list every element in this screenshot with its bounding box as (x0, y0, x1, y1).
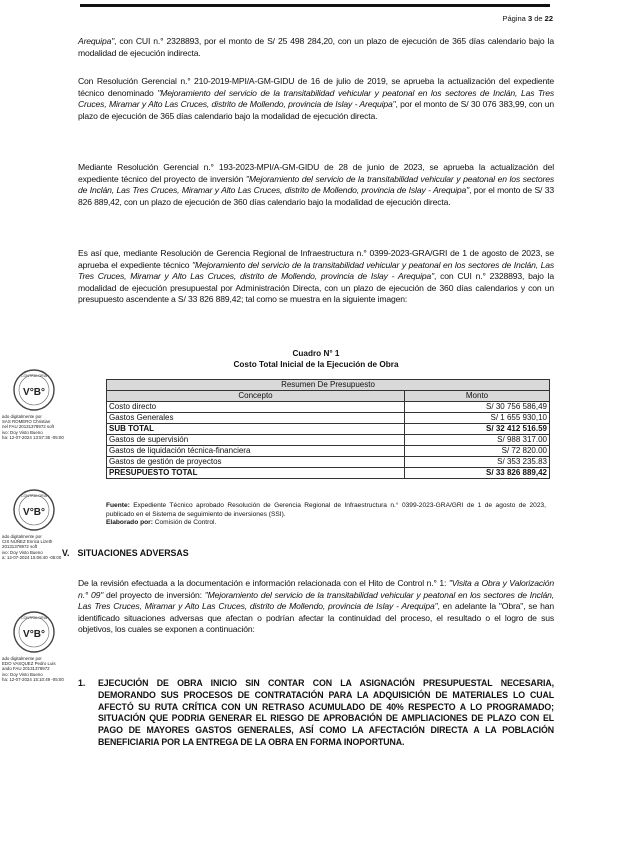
paragraph-4 (78, 578, 554, 636)
table-row (107, 468, 550, 479)
text-segment: , con CUI n.° 2328893, por el monto de S/ 25 498 284,20, con un plazo de ejecución de 365 días calendario bajo la modalidad de ejecución indirecta. (78, 36, 554, 58)
text-segment: , por el monto de S/ 30 076 383,99, con un plazo de ejecución de 365 días calendario bajo la modalidad de ejecución directa. (78, 99, 554, 121)
table-row (107, 457, 550, 468)
budget-table (106, 379, 550, 479)
paragraph-3 (78, 248, 554, 306)
row-amount: S/ 30 756 586,49 (405, 402, 550, 413)
col-amount: Monto (405, 391, 550, 402)
header-rule (80, 4, 550, 7)
text-segment: "Mejoramiento del servicio de la transitabilidad vehicular y peatonal en los sectores de Inclán, Las Tres Cruces, Miramar y Alto Las Cruces, distrito de Mollendo, provincia de Islay - Arequipa" (78, 589, 554, 612)
row-concept: Gastos Generales (107, 413, 405, 424)
seal-mark-text: V°B° (23, 629, 45, 640)
text-segment: del proyecto de inversión: (103, 589, 205, 600)
table-row (107, 402, 550, 413)
stamp-line: ivo: Doy Visto Bueno (2, 549, 43, 555)
text-segment: Con Resolución Gerencial n.° 210-2019-MPI/A-GM-GIDU de 16 de julio de 2019, se aprueba la actualización del expediente técnico denominado (78, 76, 554, 98)
row-amount: S/ 32 412 516.59 (405, 424, 550, 435)
table-summary-header: Resumen De Presupuesto (107, 380, 550, 391)
table-row (107, 435, 550, 446)
row-concept: Gastos de supervisión (107, 435, 405, 446)
seal-mark-text: V°B° (23, 507, 45, 518)
text-segment: "Mejoramiento del servicio de la transitabilidad vehicular y peatonal en los sectores de Inclán, Las Tres Cruces, Miramar y Alto Las Cruces, distrito de Mollendo, provincia de Islay - Arequipa" (78, 87, 554, 110)
stamp-line: a: 12-07-2024 15:06:40 -05:00 (2, 554, 62, 560)
stamp-line: ando FAU 20131378972 (2, 666, 50, 672)
text-segment: De la revisión efectuada a la documentación e información relacionada con el Hito de Control n.° 1: (78, 578, 449, 588)
paragraph-2 (78, 162, 554, 208)
text-segment: Mediante Resolución Gerencial n.° 193-2023-MPI/A-GM-GIDU de 28 de junio de 2023, se aprueba la actualización del expediente técnico del proyecto de inversión (78, 162, 554, 184)
row-amount: S/ 353 235.83 (405, 457, 550, 468)
stamp-line: ado digitalmente por (2, 414, 42, 419)
text-segment: , por el monto de S/ 33 826 889,42, con un plazo de ejecución de 360 días calendario bajo la modalidad de ejecución directa. (78, 185, 555, 207)
row-amount: S/ 33 826 889,42 (405, 468, 550, 479)
row-amount: S/ 988 317.00 (405, 435, 550, 446)
vb-seal-icon (12, 610, 56, 654)
page-number: Página 3 de 22 (502, 14, 553, 23)
row-concept: Costo directo (107, 402, 405, 413)
col-concept: Concepto (107, 391, 405, 402)
row-concept: Gastos de liquidación técnica-financiera (107, 446, 405, 457)
stamp-text (2, 414, 66, 440)
text-segment: Arequipa" (78, 36, 115, 46)
stamp-line: CIS NÚÑEZ Enrica Lizeth (2, 539, 53, 545)
stamp-line: ha: 12-07-2024 15:10:49 -05:00 (2, 676, 64, 682)
stamp-text (2, 534, 66, 560)
table-row (107, 413, 550, 424)
row-amount: S/ 1 655 930,10 (405, 413, 550, 424)
row-concept: Gastos de gestión de proyectos (107, 457, 405, 468)
table-source-note: Fuente: Expediente Técnico aprobado Resolución de Gerencia Regional de Infraestructura n.° 0399-2023-GRA/GRI de 1 de agosto de 2023, publicado en el Sistema de seguimiento de inversiones (SSI). Elaborado por: Comisión de Control. (106, 502, 546, 527)
stamp-line: SAS ROMERO Christian (2, 419, 51, 425)
seal-top-text: CONTRALORÍA (21, 374, 47, 378)
stamp-line: ado digitalmente por (2, 656, 42, 661)
stamp-line: 20131378972 soft (2, 544, 38, 550)
row-concept: PRESUPUESTO TOTAL (107, 468, 405, 479)
stamp-line: ivo: Doy Visto Bueno (2, 429, 43, 435)
table-row (107, 446, 550, 457)
seal-top-text: CONTRALORÍA (21, 494, 47, 498)
row-amount: S/ 72 820.00 (405, 446, 550, 457)
stamp-line: ado digitalmente por (2, 534, 42, 539)
stamp-text (2, 656, 66, 682)
item-number: 1. (78, 678, 86, 688)
seal-mark-text: V°B° (23, 387, 45, 398)
paragraph-1 (78, 76, 554, 122)
text-segment: "Visita a Obra y Valorización n.° 09" (78, 578, 554, 600)
vb-seal-icon (12, 368, 56, 412)
adverse-situation-1 (78, 678, 554, 749)
section-heading: V. SITUACIONES ADVERSAS (62, 548, 189, 558)
text-segment: , en adelante la "Obra", se han identificado situaciones adversas que afectan o podrían afectar la continuidad del proceso, el resultado o el logro de sus objetivos, los cuales se exponen a continuación: (78, 601, 554, 635)
stamp-line: EDO VASQUEZ Pedro Luis (2, 661, 56, 667)
stamp-line: ha: 12-07-2024 13:57:35 -05:00 (2, 434, 64, 440)
seal-top-text: CONTRALORÍA (21, 616, 47, 620)
stamp-line: nel FAU 20131378972 soft (2, 424, 54, 430)
text-segment: "Mejoramiento del servicio de la transitabilidad vehicular y peatonal en los sectores de Inclán, Las Tres Cruces, Miramar y Alto Las Cruces, distrito de Mollendo, provincia de Islay - Arequipa" (78, 173, 555, 196)
item-text: EJECUCIÓN DE OBRA INICIO SIN CONTAR CON LA ASIGNACIÓN PRESUPUESTAL NECESARIA, DEMORANDO SUS PROCESOS DE CONTRATACIÓN PARA LA ADQUISICIÓN DE MATERIALES LO CUAL AFECTÓ SU RUTA CRÍTICA CON UN RETRASO ACUMULADO DE 40% RESPECTO A LO PROGRAMADO; SITUACIÓN QUE PODRIA GENERAR EL RIESGO DE APROBACIÓN DE AMPLIACIONES DE PLAZO CON EL PAGO DE MAYORES GASTOS GENERALES, ASÍ COMO LA AFECTACIÓN DIRECTA A LA POBLACIÓN BENEFICIARIA POR LA ENTREGA DE LA OBRA EN FORMA INOPORTUNA. (98, 678, 554, 747)
table-row (107, 424, 550, 435)
text-segment: "Mejoramiento del servicio de la transitabilidad vehicular y peatonal en los sectores de Inclán, Las Tres Cruces, Miramar y Alto Las Cruces, distrito de Mollendo, provincia de Islay - Arequipa" (78, 259, 554, 282)
table-caption: Cuadro N° 1 Costo Total Inicial de la Ejecución de Obra (233, 349, 399, 369)
vb-seal-icon (12, 488, 56, 532)
stamp-line: ivo: Doy Visto Bueno (2, 671, 43, 677)
text-segment: , con CUI n.° 2328893, bajo la modalidad de ejecución presupuestal por Administración Directa, con un plazo de ejecución de 360 días calendarios y con un presupuesto ascendente a S/ 33 826 889,42; tal como se muestra en la siguiente imagen: (78, 271, 554, 305)
row-concept: SUB TOTAL (107, 424, 405, 435)
text-segment: Es así que, mediante Resolución de Gerencia Regional de Infraestructura n.° 0399-2023-GRA/GRI de 1 de agosto de 2023, se aprueba el expediente técnico (78, 248, 554, 270)
paragraph-0 (78, 36, 554, 59)
